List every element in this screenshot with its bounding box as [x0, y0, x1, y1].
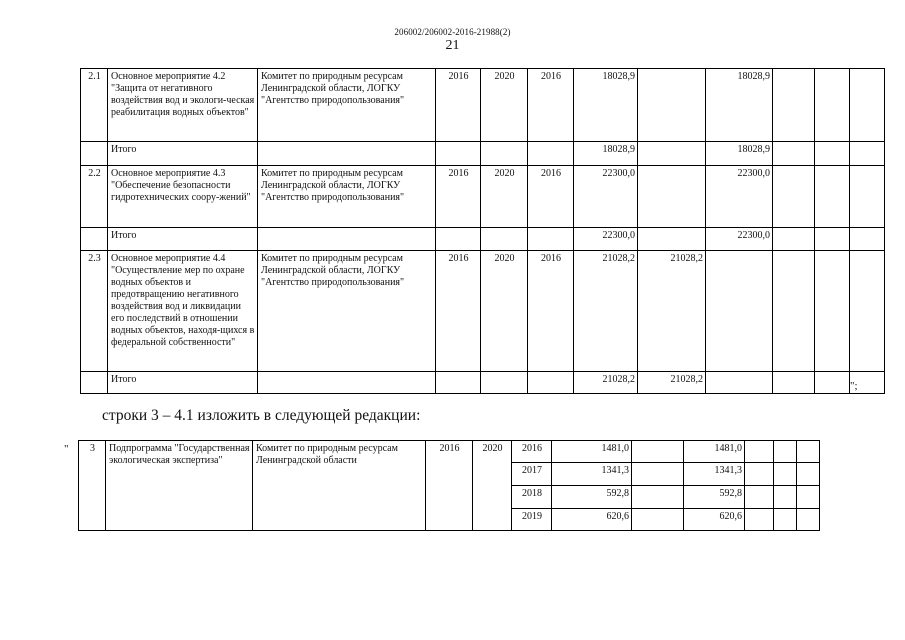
federal-cell [638, 69, 706, 142]
extra-cell [850, 251, 885, 372]
start-year [436, 372, 481, 394]
local-cell [773, 228, 815, 251]
other-cell [815, 69, 850, 142]
amendment-instruction: строки 3 – 4.1 изложить в следующей редакции: [102, 407, 421, 424]
regional-cell: 1481,0 [684, 441, 745, 463]
federal-cell: 21028,2 [638, 251, 706, 372]
start-year: 2016 [436, 251, 481, 372]
other-cell [774, 486, 797, 509]
subprogram-name: Подпрограмма "Государственная экологическая экспертиза" [106, 441, 253, 531]
local-cell [773, 166, 815, 228]
federal-cell [632, 441, 684, 463]
local-cell [773, 251, 815, 372]
regional-cell: 1341,3 [684, 463, 745, 486]
total-cell: 18028,9 [574, 69, 638, 142]
page-number: 21 [445, 38, 460, 53]
federal-cell [632, 486, 684, 509]
extra-cell [850, 142, 885, 166]
federal-cell [638, 142, 706, 166]
measure-name: Итого [108, 372, 258, 394]
executor-cell [258, 228, 436, 251]
measure-name: Основное мероприятие 4.4 "Осуществление мер по охране водных объектов и предотвращению негативного воздействия вод и ликвидации его последствий в отношении водных объектов, находя-щихся в федеральной собственности" [108, 251, 258, 372]
end-year: 2020 [481, 251, 528, 372]
other-cell [815, 142, 850, 166]
row-number: 2.1 [81, 69, 108, 142]
closing-quote-mark: "; [850, 380, 858, 392]
total-cell: 22300,0 [574, 228, 638, 251]
total-cell: 1341,3 [552, 463, 632, 486]
measure-name: Итого [108, 228, 258, 251]
regional-cell: 592,8 [684, 486, 745, 509]
extra-cell [797, 441, 820, 463]
year-cell: 2016 [528, 251, 574, 372]
end-year [481, 142, 528, 166]
local-cell [745, 463, 774, 486]
total-cell: 620,6 [552, 509, 632, 531]
end-year [481, 372, 528, 394]
year-cell [528, 228, 574, 251]
year-cell: 2016 [528, 69, 574, 142]
opening-quote-mark: " [64, 443, 69, 455]
start-year: 2016 [426, 441, 473, 531]
regional-cell: 18028,9 [706, 142, 773, 166]
other-cell [774, 509, 797, 531]
table-row [81, 228, 885, 251]
year-cell: 2017 [512, 463, 552, 486]
regional-cell [706, 372, 773, 394]
regional-cell: 22300,0 [706, 228, 773, 251]
start-year: 2016 [436, 166, 481, 228]
executor-cell [258, 142, 436, 166]
year-cell [528, 372, 574, 394]
total-cell: 592,8 [552, 486, 632, 509]
measure-name: Итого [108, 142, 258, 166]
end-year: 2020 [473, 441, 512, 531]
federal-cell: 21028,2 [638, 372, 706, 394]
extra-cell [850, 166, 885, 228]
executor-cell [258, 372, 436, 394]
table-row [81, 251, 885, 372]
federal-cell [638, 166, 706, 228]
year-cell: 2019 [512, 509, 552, 531]
start-year [436, 228, 481, 251]
table-row [81, 372, 885, 394]
local-cell [745, 441, 774, 463]
extra-cell [797, 509, 820, 531]
local-cell [773, 69, 815, 142]
table-row [81, 166, 885, 228]
regional-cell: 22300,0 [706, 166, 773, 228]
end-year: 2020 [481, 166, 528, 228]
other-cell [774, 441, 797, 463]
local-cell [745, 486, 774, 509]
measure-name: Основное мероприятие 4.3 "Обеспечение безопасности гидротехнических соору-жений" [108, 166, 258, 228]
other-cell [815, 251, 850, 372]
measure-name: Основное мероприятие 4.2 "Защита от негативного воздействия вод и экологи-ческая реабилитация водных объектов" [108, 69, 258, 142]
regional-cell [706, 251, 773, 372]
federal-cell [632, 509, 684, 531]
row-number [81, 228, 108, 251]
start-year: 2016 [436, 69, 481, 142]
row-number: 2.3 [81, 251, 108, 372]
executor-cell: Комитет по природным ресурсам Ленинградской области, ЛОГКУ "Агентство природопользования" [258, 166, 436, 228]
year-cell: 2016 [528, 166, 574, 228]
table-row [81, 69, 885, 142]
row-number: 3 [79, 441, 106, 531]
end-year: 2020 [481, 69, 528, 142]
local-cell [773, 142, 815, 166]
total-cell: 21028,2 [574, 372, 638, 394]
year-cell [528, 142, 574, 166]
total-cell: 21028,2 [574, 251, 638, 372]
other-cell [815, 166, 850, 228]
subprogram-row [79, 441, 820, 463]
local-cell [773, 372, 815, 394]
executor-cell: Комитет по природным ресурсам Ленинградской области, ЛОГКУ "Агентство природопользования" [258, 69, 436, 142]
table-row [81, 142, 885, 166]
row-number: 2.2 [81, 166, 108, 228]
total-cell: 18028,9 [574, 142, 638, 166]
row-number [81, 142, 108, 166]
extra-cell [797, 486, 820, 509]
federal-cell [632, 463, 684, 486]
year-cell: 2018 [512, 486, 552, 509]
regional-cell: 18028,9 [706, 69, 773, 142]
subprogram-table [78, 440, 820, 531]
start-year [436, 142, 481, 166]
other-cell [815, 372, 850, 394]
extra-cell [797, 463, 820, 486]
regional-cell: 620,6 [684, 509, 745, 531]
other-cell [774, 463, 797, 486]
federal-cell [638, 228, 706, 251]
total-cell: 1481,0 [552, 441, 632, 463]
program-table [80, 68, 885, 394]
extra-cell [850, 69, 885, 142]
executor-cell: Комитет по природным ресурсам Ленинградской области [253, 441, 426, 531]
total-cell: 22300,0 [574, 166, 638, 228]
other-cell [815, 228, 850, 251]
document-id: 206002/206002-2016-21988(2) [394, 27, 511, 37]
year-cell: 2016 [512, 441, 552, 463]
extra-cell [850, 228, 885, 251]
row-number [81, 372, 108, 394]
local-cell [745, 509, 774, 531]
executor-cell: Комитет по природным ресурсам Ленинградской области, ЛОГКУ "Агентство природопользования" [258, 251, 436, 372]
end-year [481, 228, 528, 251]
